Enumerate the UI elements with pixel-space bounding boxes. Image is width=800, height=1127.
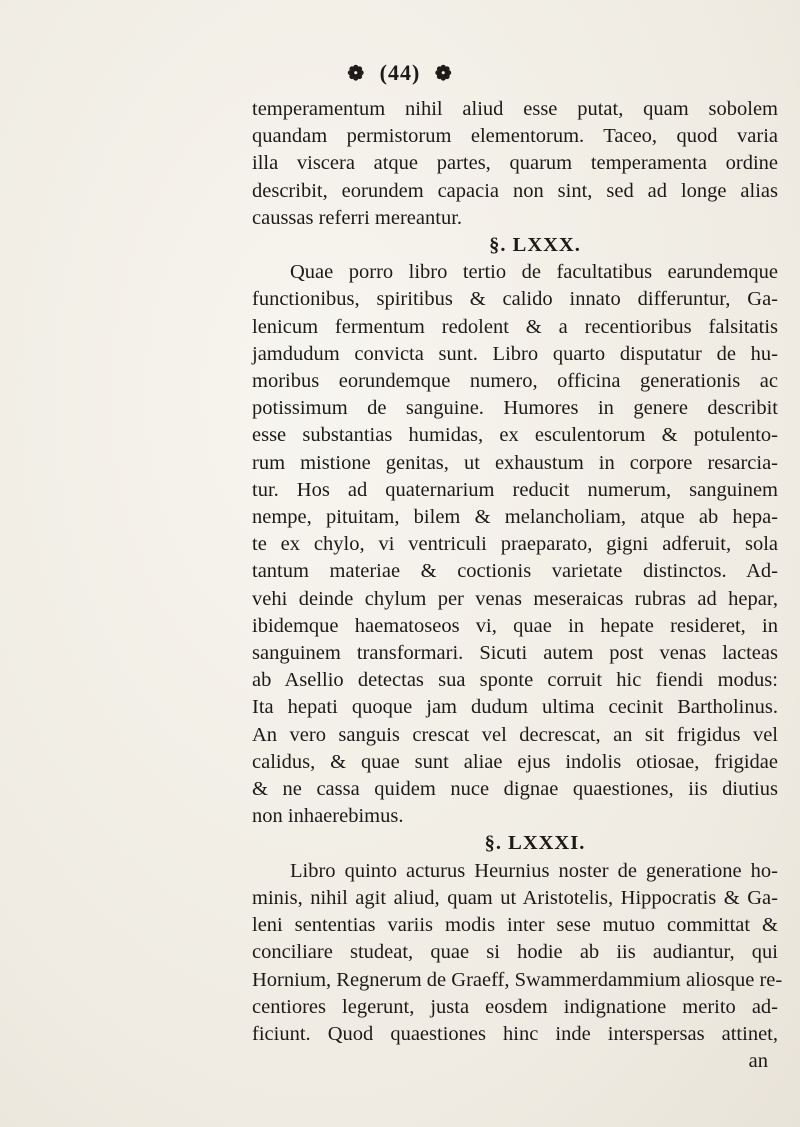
catchword: an (748, 1050, 768, 1073)
text-line: & ne cassa quidem nuce dignae quaestiones, iis diutius (252, 778, 778, 801)
text-line: jamdudum convicta sunt. Libro quarto disputatur de hu- (252, 342, 778, 365)
text-line: non inhaerebimus. (252, 805, 404, 828)
text-line: rum mistione genitas, ut exhaustum in corpore resarcia- (252, 451, 778, 474)
text-line: describit, eorundem capacia non sint, sed ad longe alias (252, 179, 778, 202)
text-line: centiores legerunt, justa eosdem indignatione merito ad- (252, 995, 778, 1018)
ornament-right-icon: ❁ (434, 63, 453, 85)
text-line: Quae porro libro tertio de facultatibus earundemque (290, 261, 778, 284)
text-line: lenicum fermentum redolent & a recentioribus falsitatis (252, 315, 778, 338)
text-line: Libro quinto acturus Heurnius noster de generatione ho- (290, 859, 778, 882)
text-line: tur. Hos ad quaternarium reducit numerum, sanguinem (252, 478, 778, 501)
text-line: quandam permistorum elementorum. Taceo, quod varia (252, 125, 778, 148)
text-line: ficiunt. Quod quaestiones hinc inde interspersas attinet, (252, 1022, 778, 1045)
text-line: calidus, & quae sunt aliae ejus indolis otiosae, frigidae (252, 750, 778, 773)
text-line: esse substantias humidas, ex esculentorum & potulento- (252, 424, 778, 447)
page-header (0, 60, 800, 86)
text-line: temperamentum nihil aliud esse putat, quam sobolem (252, 98, 778, 120)
text-line: minis, nihil agit aliud, quam ut Aristotelis, Hippocratis & Ga- (252, 886, 778, 909)
text-line: sanguinem transformari. Sicuti autem post venas lacteas (252, 642, 778, 665)
text-line: caussas referri mereantur. (252, 206, 463, 229)
text-line: leni sententias variis modis inter sese mutuo committat & (252, 914, 778, 937)
text-line: Hornium, Regnerum de Graeff, Swammerdammium aliosque re- (252, 968, 783, 991)
text-line: functionibus, spiritibus & calido innato differuntur, Ga- (252, 288, 778, 311)
page-number: (44) (379, 60, 421, 85)
text-line: conciliare studeat, quae si hodie ab iis audiantur, qui (252, 941, 778, 964)
text-line: te ex chylo, vi ventriculi praeparato, gigni adferuit, sola (252, 533, 778, 556)
text-line: vehi deinde chylum per venas meseraicas rubras ad hepar, (252, 587, 778, 610)
section-heading: §. LXXXI. (484, 832, 586, 855)
text-line: Ita hepati quoque jam dudum ultima cecinit Bartholinus. (252, 696, 778, 719)
body-text (252, 96, 783, 1075)
text-line: tantum materiae & coctionis varietate distinctos. Ad- (252, 560, 778, 583)
ornament-left-icon: ❁ (347, 63, 366, 85)
text-line: nempe, pituitam, bilem & melancholiam, atque ab hepa- (252, 506, 778, 529)
text-line: ibidemque haematoseos vi, quae in hepate resideret, in (252, 614, 778, 637)
section-heading: §. LXXX. (489, 234, 581, 257)
text-line: moribus eorundemque numero, officina generationis ac (252, 370, 778, 393)
text-line: illa viscera atque partes, quarum temperamenta ordine (252, 152, 778, 175)
text-line: ab Asellio detectas sua sponte corruit hic fiendi modus: (252, 669, 778, 692)
text-line: potissimum de sanguine. Humores in genere describit (252, 397, 778, 420)
text-line: An vero sanguis crescat vel decrescat, an sit frigidus vel (252, 723, 778, 746)
